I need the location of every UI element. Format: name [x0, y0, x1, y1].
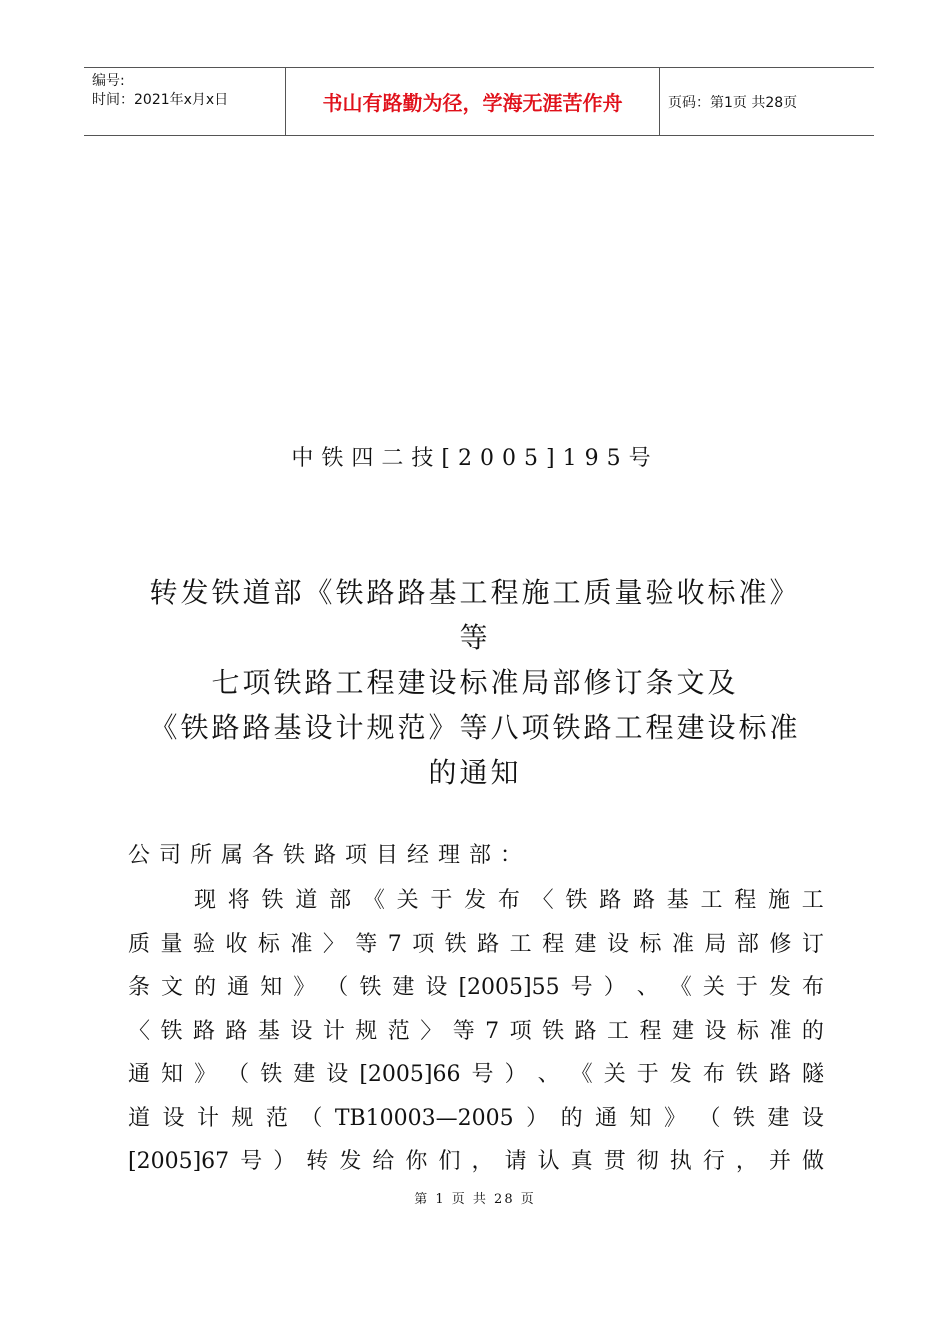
title-line: 七项铁路工程建设标准局部修订条文及: [211, 666, 739, 699]
body-line: 条 文 的 通 知 》 （ 铁 建 设 [2005]55 号 ） 、 《 关 于 发 布: [128, 975, 824, 1000]
time-label: 时间：2021年x月x日: [92, 92, 229, 108]
body-text: [128, 879, 824, 1184]
document-number: 中铁四二技[2005]195号: [291, 446, 659, 471]
body-line: [2005]67 号 ） 转 发 给 你 们 ， 请 认 真 贯 彻 执 行 ， 并 做: [128, 1149, 824, 1174]
addressee: 公司所属各铁路项目经理部：: [128, 843, 532, 868]
title-line: 转发铁道部《铁路路基工程施工质量验收标准》: [149, 576, 801, 609]
body-line: 通 知 》 （ 铁 建 设 [2005]66 号 ） 、 《 关 于 发 布 铁 路 隧: [128, 1062, 824, 1087]
body-line: 现 将 铁 道 部 《 关 于 发 布 〈 铁 路 路 基 工 程 施 工: [194, 888, 824, 913]
header-page-label: 页码：第1页 共28页: [668, 94, 798, 111]
body-line: 〈 铁 路 路 基 设 计 规 范 〉 等 7 项 铁 路 工 程 建 设 标 准 的: [128, 1018, 824, 1044]
title-line: 的通知: [428, 756, 522, 789]
body-line: 道 设 计 规 范 （ TB10003—2005 ） 的 通 知 》 （ 铁 建 设: [128, 1105, 824, 1131]
number-label: 编号:: [92, 73, 125, 89]
title-line: 《铁路路基设计规范》等八项铁路工程建设标准: [149, 711, 801, 744]
body-line: 质 量 验 收 标 准 〉 等 7 项 铁 路 工 程 建 设 标 准 局 部 修 订: [128, 931, 824, 957]
header-motto: 书山有路勤为径，学海无涯苦作舟: [286, 68, 660, 135]
header-meta: [84, 68, 286, 135]
title-line: 等: [459, 621, 491, 654]
page-footer: 第 1 页 共 28 页: [414, 1192, 536, 1207]
document-title: [120, 570, 830, 795]
document-header: [84, 67, 874, 136]
